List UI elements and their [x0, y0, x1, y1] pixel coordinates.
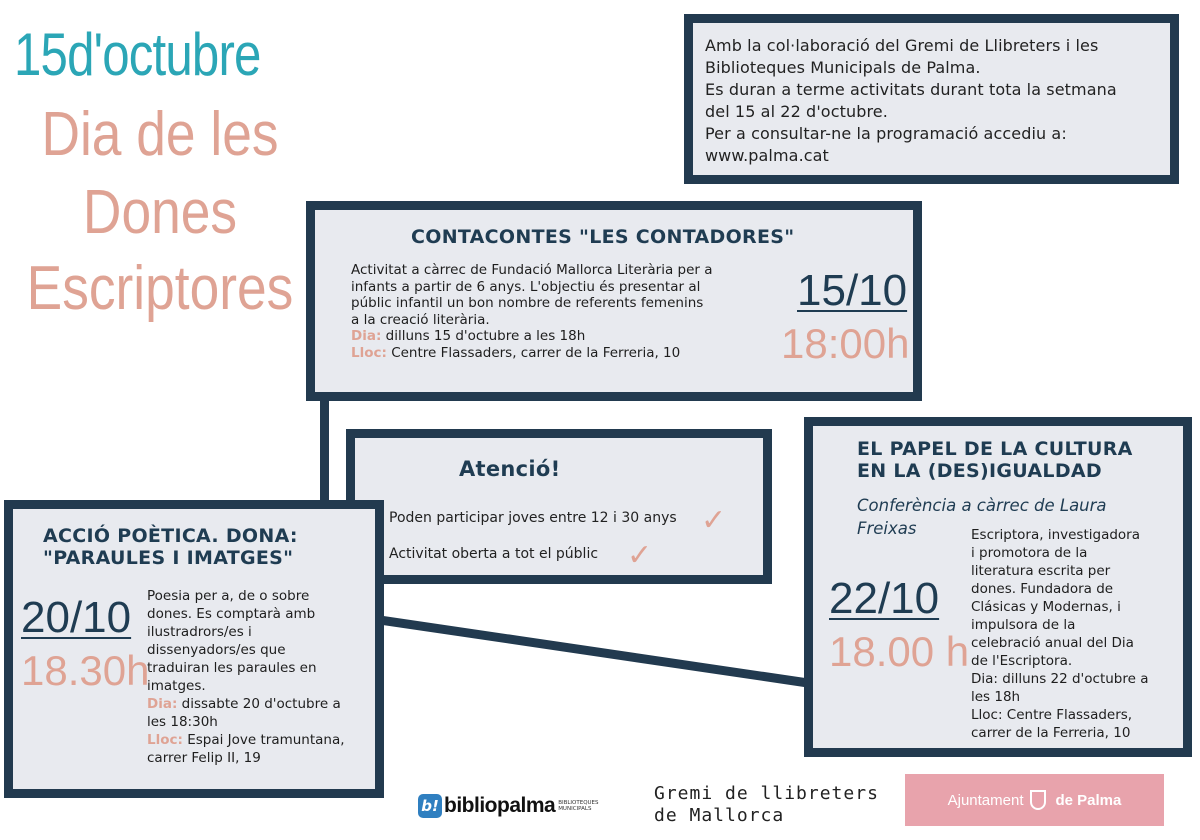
papel-subtitle-2: Freixas	[857, 519, 917, 538]
lloc-line	[351, 345, 771, 362]
gremi-logo	[654, 783, 879, 827]
dia-value: dissabte 20 d'octubre a	[177, 696, 341, 712]
accio-time: 18.30h	[21, 647, 150, 694]
body-line: Clásicas y Modernas, i	[971, 599, 1121, 615]
body-line: i promotora de la	[971, 545, 1088, 561]
body-line: públic infantil un bon nombre de referents femenins	[351, 295, 704, 311]
body-line: les 18h	[971, 689, 1021, 705]
body-line: Poesia per a, de o sobre	[147, 588, 310, 604]
lloc-label: Lloc:	[147, 732, 183, 748]
accio-date: 20/10	[21, 593, 132, 642]
dia-line-2: les 18:30h	[147, 714, 218, 730]
bibliopalma-subtitle-1: BIBLIOTEQUES	[558, 800, 599, 806]
papel-subtitle-1: Conferència a càrrec de Laura	[857, 496, 1107, 515]
body-line: dones. Es comptarà amb	[147, 606, 316, 622]
info-line: Per a consultar-ne la programació accediu a:	[705, 124, 1067, 143]
info-line: del 15 al 22 d'octubre.	[705, 102, 888, 121]
body-line: literatura escrita per	[971, 563, 1111, 579]
lloc-value: Espai Jove tramuntana,	[182, 732, 345, 748]
info-box	[684, 14, 1179, 184]
bibliopalma-name: bibliopalma	[444, 794, 556, 817]
body-line: Lloc: Centre Flassaders,	[971, 707, 1133, 723]
title-line-3: Escriptores	[26, 254, 294, 323]
atencio-card	[346, 429, 772, 584]
lloc-line-2: carrer Felip II, 19	[147, 750, 261, 766]
title-line-1: Dia de les	[41, 100, 279, 169]
accio-poetica-card	[4, 500, 384, 798]
bibliopalma-logo	[418, 792, 599, 820]
gremi-line-1: Gremi de llibreters	[654, 783, 879, 804]
contacontes-heading: CONTACONTES "LES CONTADORES"	[411, 226, 795, 248]
atencio-heading: Atenció!	[459, 457, 561, 481]
atencio-item-1: Poden participar joves entre 12 i 30 anys	[389, 510, 677, 526]
shield-icon	[1030, 790, 1046, 810]
dia-label: Dia:	[147, 696, 178, 712]
accio-description	[147, 587, 377, 767]
lloc-line	[147, 731, 377, 749]
body-line: infants a partir de 6 anys. L'objectiu és presentar al	[351, 278, 701, 295]
info-line: Biblioteques Municipals de Palma.	[705, 58, 981, 77]
dia-value: dilluns 15 d'octubre a les 18h	[381, 328, 586, 344]
body-line: impulsora de la	[971, 617, 1076, 633]
papel-cultura-card	[804, 417, 1192, 757]
papel-date: 22/10	[829, 574, 940, 623]
bibliopalma-subtitle-2: MUNICIPALS	[558, 806, 592, 812]
dia-line	[147, 695, 377, 713]
body-line: traduiran les paraules en	[147, 660, 317, 676]
accio-heading-2: "PARAULES I IMATGES"	[43, 547, 294, 569]
body-line: imatges.	[147, 678, 206, 694]
body-line: Escriptora, investigadora	[971, 527, 1140, 543]
ajuntament-logo	[905, 774, 1164, 826]
dia-line	[351, 328, 771, 345]
papel-time: 18.00 h	[829, 628, 970, 675]
title-line-2: Dones	[82, 178, 238, 247]
lloc-label: Lloc:	[351, 344, 387, 361]
body-line: Dia: dilluns 22 d'octubre a	[971, 671, 1149, 687]
info-line: Es duran a terme activitats durant tota la setmana	[705, 80, 1117, 99]
info-link[interactable]: www.palma.cat	[705, 146, 829, 165]
papel-description	[971, 526, 1181, 742]
contacontes-date: 15/10	[797, 266, 908, 315]
gremi-line-2: de Mallorca	[654, 805, 785, 826]
contacontes-card	[306, 201, 922, 401]
contacontes-time: 18:00h	[781, 320, 910, 367]
body-line: dones. Fundadora de	[971, 581, 1114, 597]
lloc-value: Centre Flassaders, carrer de la Ferreria, 10	[386, 344, 681, 361]
title-date: 15d'octubre	[14, 21, 261, 88]
body-line: celebració anual del Dia	[971, 635, 1134, 651]
body-line: ilustradrors/es i	[147, 624, 252, 640]
bibliopalma-badge-icon: b!	[418, 794, 442, 818]
info-line: Amb la col·laboració del Gremi de Llibreters i les	[705, 36, 1099, 55]
check-icon: ✓	[627, 538, 653, 573]
accio-heading-1: ACCIÓ POÈTICA. DONA:	[43, 525, 298, 547]
contacontes-description	[351, 262, 771, 361]
body-line: carrer de la Ferreria, 10	[971, 725, 1131, 741]
dia-label: Dia:	[351, 328, 382, 344]
bibliopalma-subtitle	[558, 800, 598, 812]
body-line: de l'Escriptora.	[971, 653, 1073, 669]
ajuntament-label: Ajuntament	[947, 791, 1024, 809]
ajuntament-city: de Palma	[1055, 791, 1122, 809]
atencio-item-2: Activitat oberta a tot el públic	[389, 546, 599, 562]
papel-heading-2: EN LA (DES)IGUALDAD	[857, 460, 1102, 482]
body-line: dissenyadors/es que	[147, 642, 286, 658]
body-line: a la creació literària.	[351, 311, 490, 328]
papel-heading-1: EL PAPEL DE LA CULTURA	[857, 438, 1133, 460]
body-line: Activitat a càrrec de Fundació Mallorca Literària per a	[351, 262, 713, 278]
check-icon: ✓	[701, 503, 727, 538]
